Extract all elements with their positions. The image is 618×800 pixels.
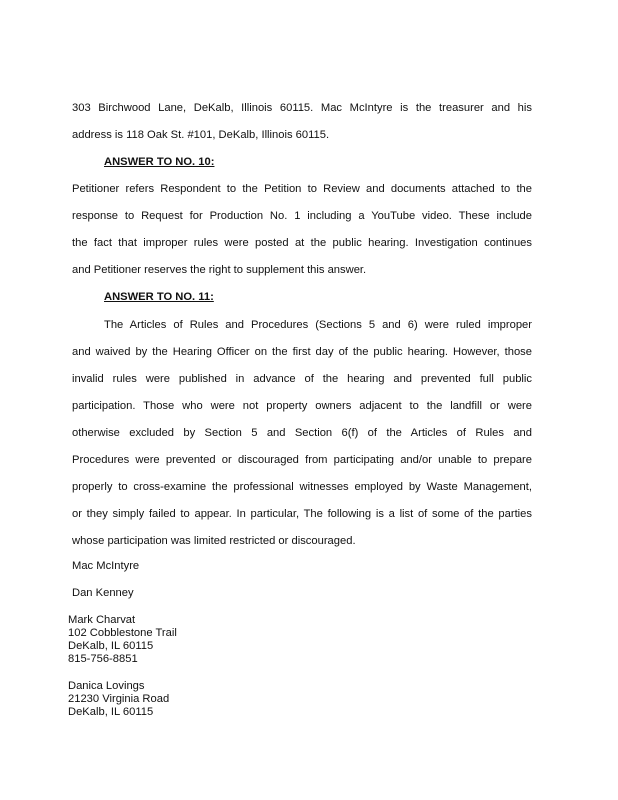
answer-11-line-4: participation. Those who were not property owners adjacent to the landfill or were: [72, 400, 532, 412]
answer-10-line-4: and Petitioner reserves the right to supplement this answer.: [72, 264, 367, 276]
answer-10-line-2: response to Request for Production No. 1 including a YouTube video. These include: [72, 210, 532, 222]
answer-11-line-6: Procedures were prevented or discouraged from participating and/or unable to prepare: [72, 454, 532, 466]
contact-1-phone: 815-756-8851: [68, 653, 138, 665]
contact-2-name: Danica Lovings: [68, 680, 145, 692]
answer-11-line-5: otherwise excluded by Section 5 and Section 6(f) of the Articles of Rules and: [72, 427, 532, 439]
answer-11-line-3: invalid rules were published in advance of the hearing and prevented full public: [72, 373, 532, 385]
contact-1-street: 102 Cobblestone Trail: [68, 627, 177, 639]
answer-11-heading: ANSWER TO NO. 11:: [104, 291, 214, 303]
party-name-2: Dan Kenney: [72, 587, 134, 599]
intro-line-2: address is 118 Oak St. #101, DeKalb, Illinois 60115.: [72, 129, 330, 141]
answer-11-line-2: and waived by the Hearing Officer on the first day of the public hearing. However, those: [72, 346, 532, 358]
answer-10-line-3: the fact that improper rules were posted at the public hearing. Investigation continues: [72, 237, 532, 249]
contact-2-street: 21230 Virginia Road: [68, 693, 170, 705]
answer-11-line-7: properly to cross-examine the professional witnesses employed by Waste Management,: [72, 481, 532, 493]
answer-10-heading: ANSWER TO NO. 10:: [104, 156, 215, 168]
answer-11-line-1: The Articles of Rules and Procedures (Sections 5 and 6) were ruled improper: [104, 319, 532, 331]
intro-line-1: 303 Birchwood Lane, DeKalb, Illinois 60115. Mac McIntyre is the treasurer and his: [72, 102, 532, 114]
answer-10-line-1: Petitioner refers Respondent to the Petition to Review and documents attached to the: [72, 183, 532, 195]
answer-11-line-8: or they simply failed to appear. In particular, The following is a list of some of the parties: [72, 508, 532, 520]
contact-2-city: DeKalb, IL 60115: [68, 706, 154, 718]
party-name-1: Mac McIntyre: [72, 560, 140, 572]
contact-1-city: DeKalb, IL 60115: [68, 640, 154, 652]
contact-1-name: Mark Charvat: [68, 614, 136, 626]
answer-11-line-9: whose participation was limited restricted or discouraged.: [72, 535, 356, 547]
